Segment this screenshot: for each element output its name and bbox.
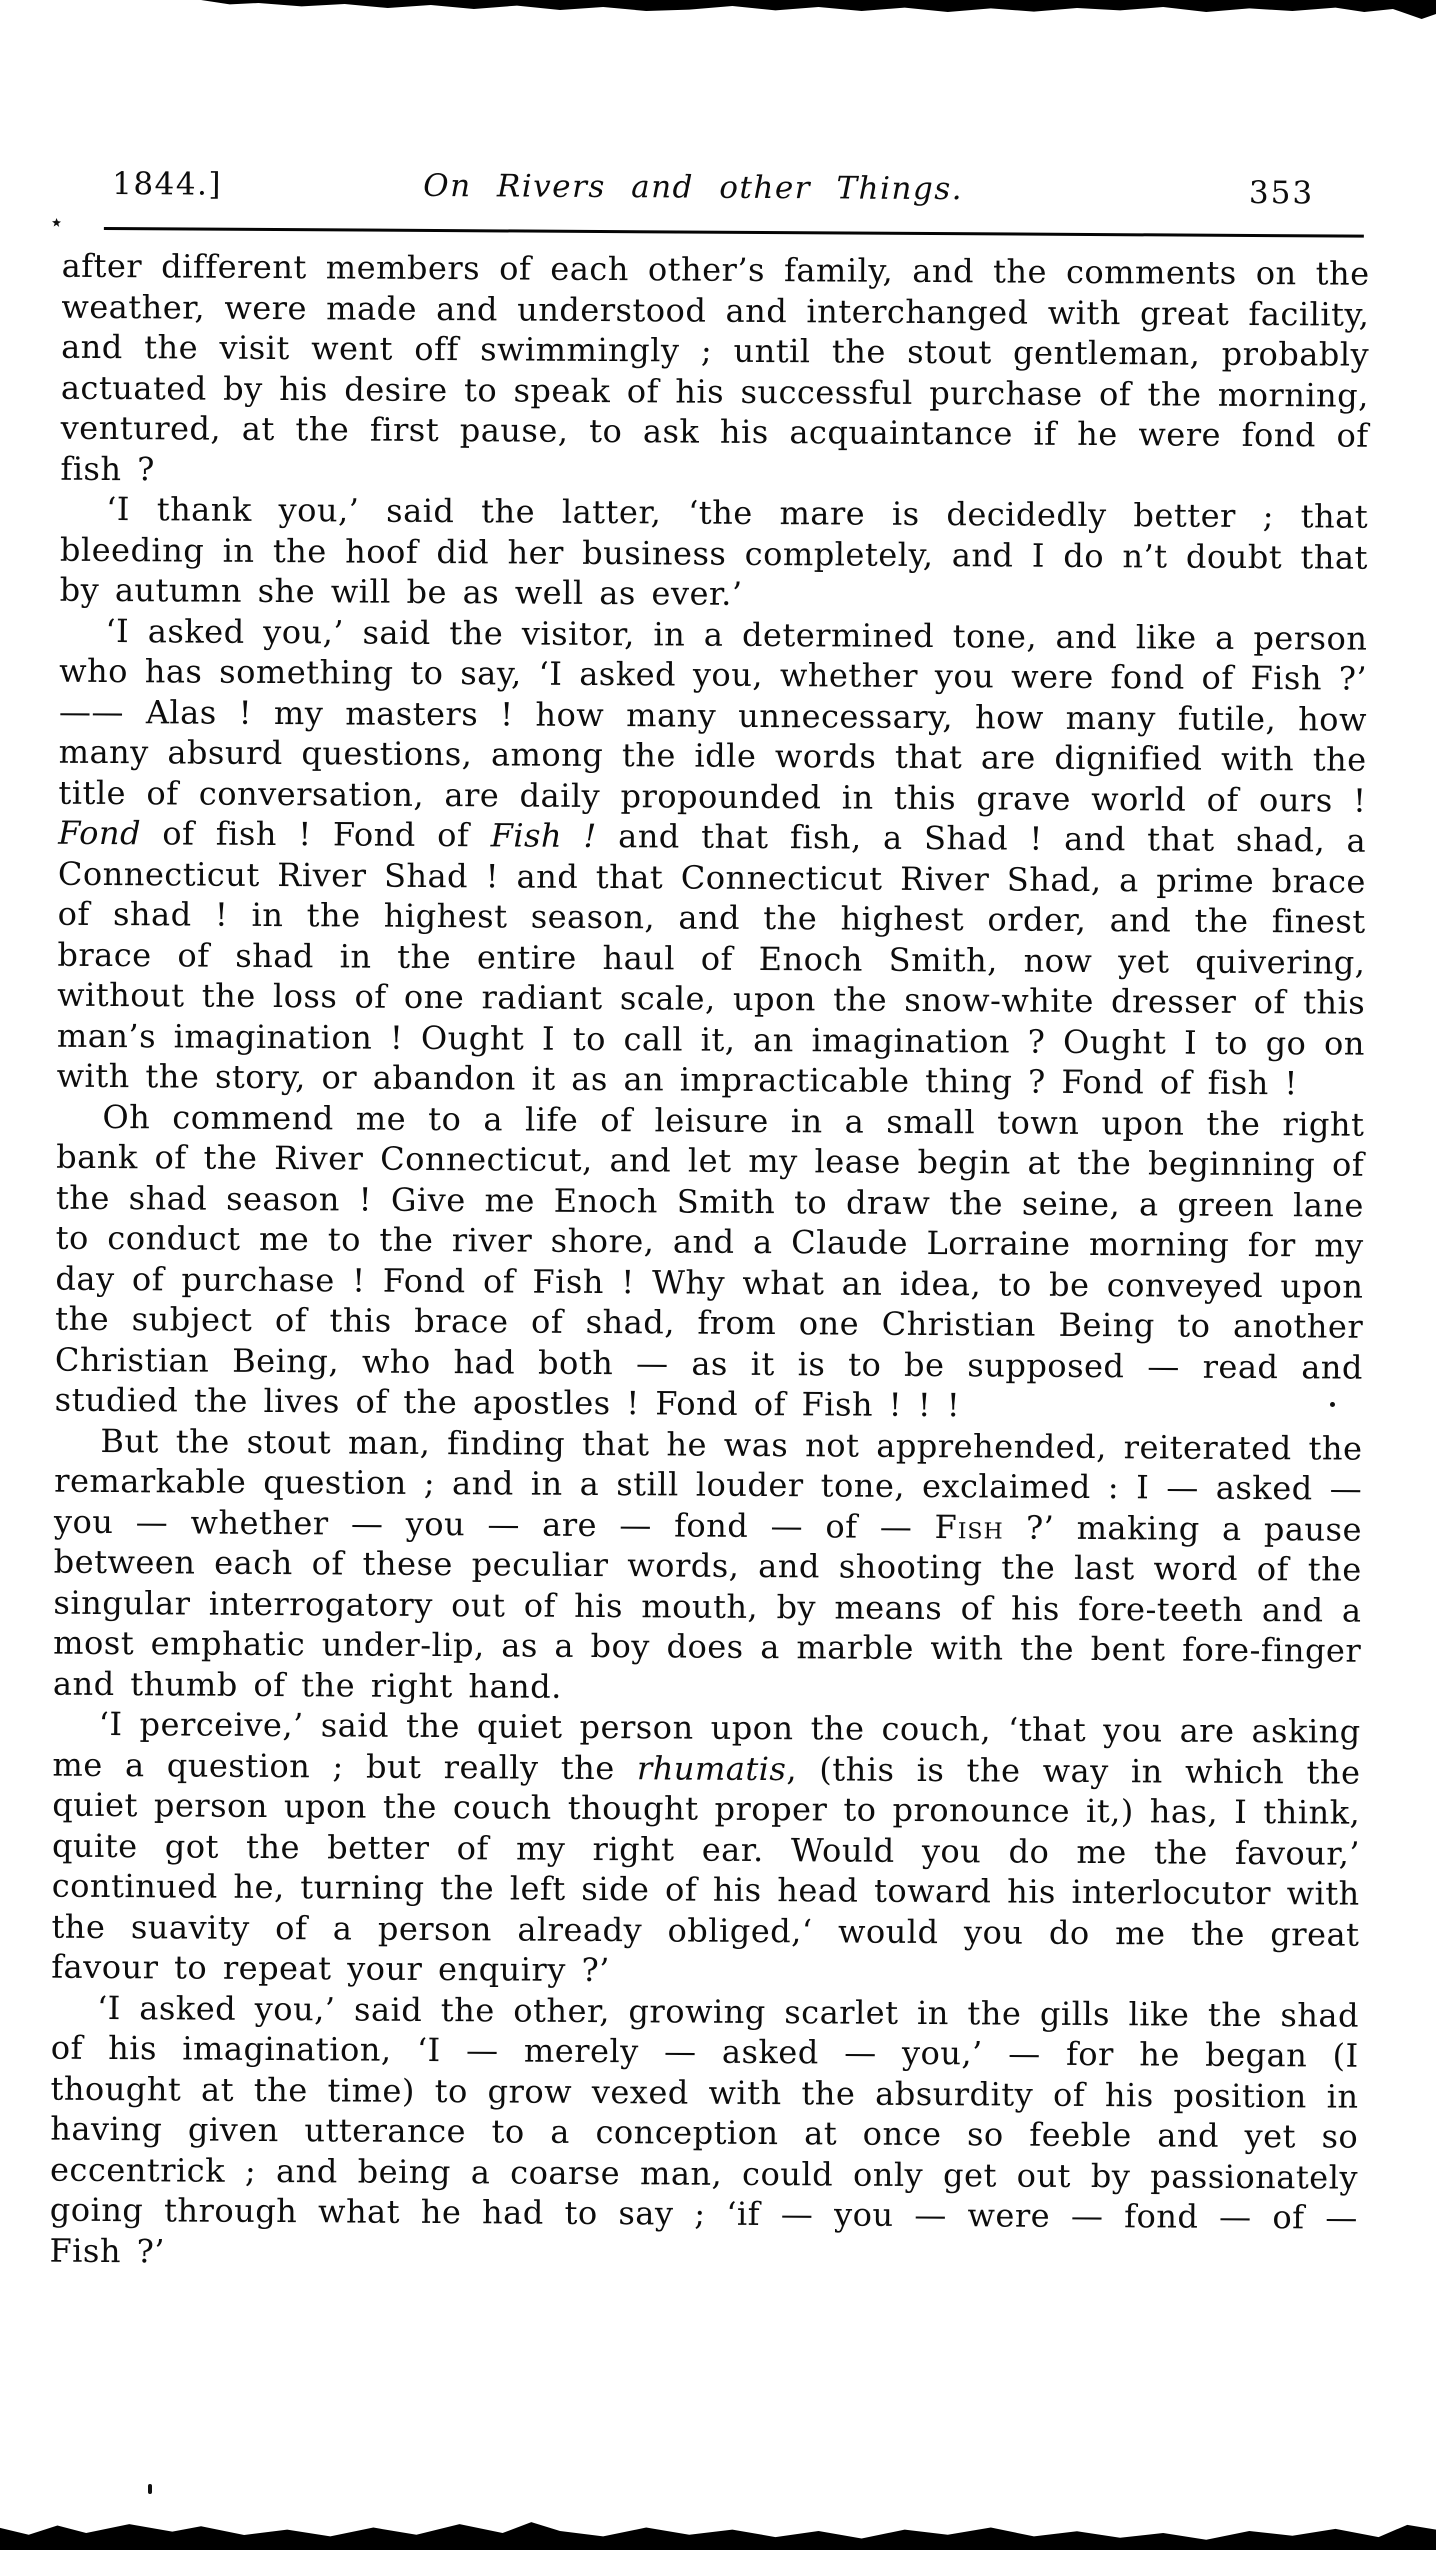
text-segment-smallcaps: Fish	[934, 1507, 1004, 1546]
paragraph	[57, 610, 1368, 1104]
paragraph	[49, 1987, 1359, 2278]
text-segment: ‘I asked you,’ said the other, growing scarlet in the gills like the shad of his imagination, ‘I — merely — asked — you,’ — for he began (I thought at the time) to grow vexed with the absurdity of his position in having given utterance to a conception at once so feeble and yet so eccentrick ; and being a coarse man, could only get out by passionately going through what he had to say ; ‘if — you — were — fond — of — Fish ?’	[49, 1988, 1360, 2270]
text-segment: and that fish, a Shad ! and that shad, a Connecticut River Shad ! and that Connecticut River Shad, a prime brace of shad ! in the highest season, and the highest order, and the finest brace of shad in the entire haul of Enoch Smith, now yet quivering, without the loss of one radiant scale, upon the snow-white dresser of this man’s imagination ! Ought I to call it, an imagination ? Ought I to go on with the story, or abandon it as an impracticable thing ? Fond of fish !	[56, 816, 1367, 1103]
text-segment: after different members of each other’s family, and the comments on the weather, were made and understood and interchanged with great facility, and the visit went off swimmingly ; until the stout gentleman, probably actuated by his desire to speak of his successful purchase of the morning, ventured, at the first pause, to ask his acquaintance if he were fond of fish ?	[60, 246, 1370, 488]
scan-artifact-bottom-edge	[0, 2516, 1436, 2550]
header-page-number: 353	[1248, 174, 1315, 212]
text-segment: , (this is the way in which the quiet person upon the couch thought proper to pronounce it,) has, I think, quite got the better of my right ear. Would you do me the favour,’ continued he, turning the left side of his head toward his interlocutor with the suavity of a person already obliged,‘ would you do me the great favour to repeat your enquiry ?’	[51, 1749, 1361, 1990]
text-segment: ‘I perceive,’ said the quiet person upon the couch, ‘that you are asking me a question ; but really the	[52, 1704, 1361, 1787]
text-segment-italic: Fond	[58, 813, 142, 853]
text-segment-italic: rhumatis	[636, 1748, 787, 1788]
text-segment: ?’ making a pause between each of these peculiar words, and shooting the last word of the singular interrogatory out of his mouth, by means of his fore-teeth and a most emphatic under-lip, as a boy does a marble with the bent fore-finger and thumb of the right hand.	[52, 1507, 1363, 1706]
paragraph	[53, 1420, 1363, 1711]
paragraph	[60, 489, 1369, 618]
running-header	[0, 165, 1436, 220]
text-segment: Oh commend me to a life of leisure in a small town upon the right bank of the River Connecticut, and let my lease begin at the beginning of the shad season ! Give me Enoch Smith to draw the seine, a green lane to conduct me to the river shore, and a Claude Lorraine morning for my day of purchase ! Fond of Fish ! Why what an idea, to be conveyed upon the subject of this brace of shad, from one Christian Being to another Christian Being, who had both — as it is to be supposed — read and studied the lives of the apostles ! Fond of Fish ! ! !	[54, 1097, 1365, 1425]
text-segment: But the stout man, finding that he was not apprehended, reiterated the remarkable question ; and in a still louder tone, exclaimed : I — asked — you — whether — you — are — fond — of —	[53, 1421, 1363, 1546]
text-segment: ‘I thank you,’ said the latter, ‘the mare is decidedly better ; that bleeding in the hoof did her business completely, and I do n’t doubt that by autumn she will be as well as ever.’	[59, 489, 1369, 613]
text-segment-italic: Fish !	[490, 816, 597, 855]
text-segment: of fish ! Fond of	[140, 814, 491, 855]
header-title: On Rivers and other Things.	[423, 167, 964, 208]
paragraph	[51, 1704, 1361, 1995]
paragraph	[55, 1096, 1365, 1428]
text-segment: ‘I asked you,’ said the visitor, in a determined tone, and like a person who has something to say, ‘I asked you, whether you were fond of Fish ?’ —— Alas ! my masters ! how many unnecessary, how many futile, how many absurd questions, among the idle words that are dignified with the title of conversation, are daily propounded in this grave world of ours !	[58, 611, 1368, 820]
paragraph	[60, 246, 1369, 497]
scan-speck	[148, 2484, 152, 2494]
page-body	[49, 246, 1369, 2279]
header-rule	[104, 227, 1364, 238]
header-year: 1844.]	[112, 166, 223, 203]
